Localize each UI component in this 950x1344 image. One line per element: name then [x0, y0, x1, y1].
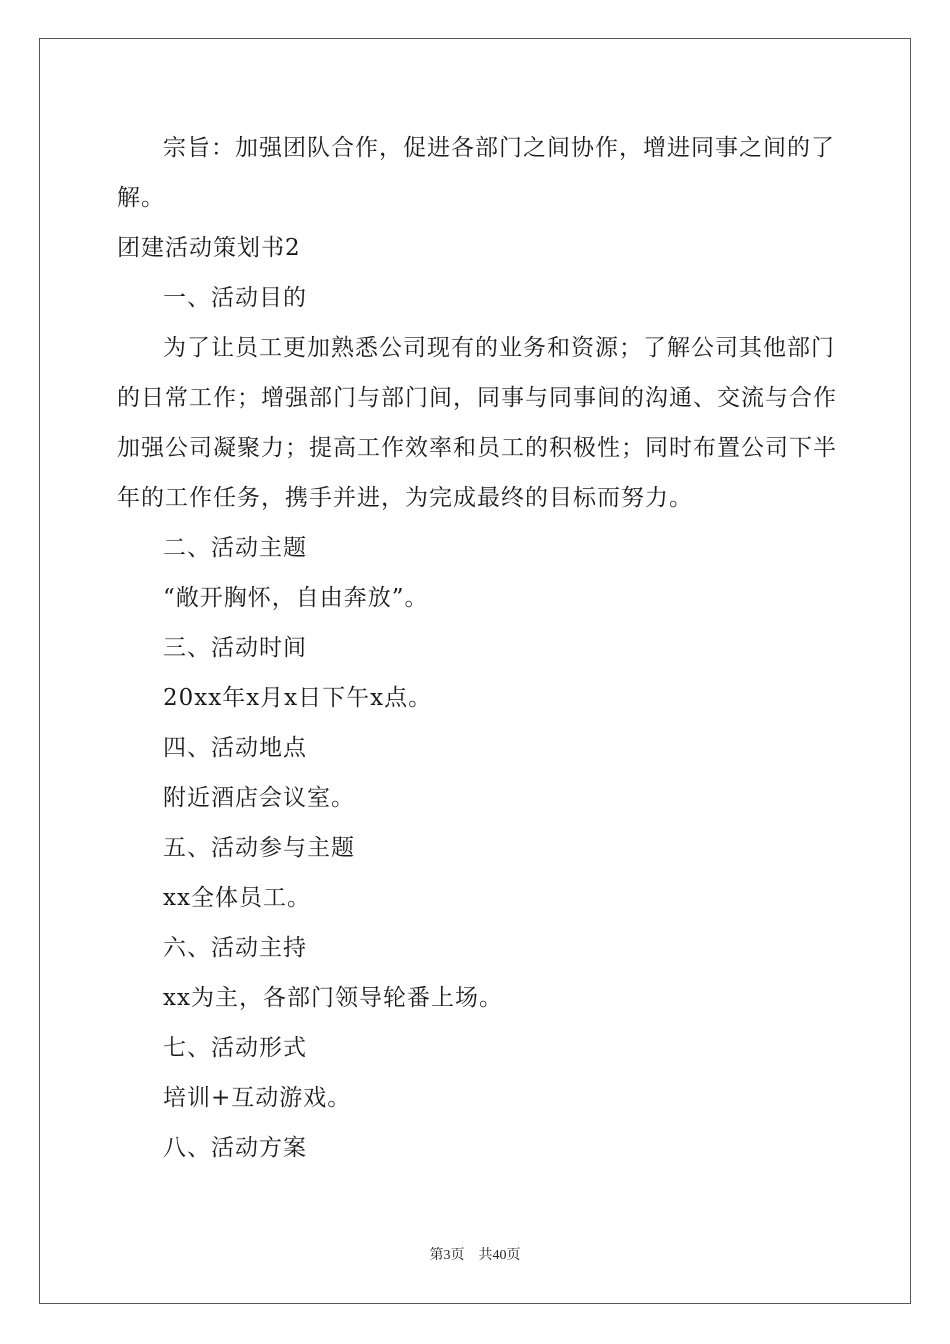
page-number: 第3页: [429, 1248, 465, 1263]
paragraph-line-2: 的日常工作；增强部门与部门间，同事与同事间的沟通、交流与合作: [117, 385, 837, 411]
heading-5: 五、活动参与主题: [163, 835, 355, 861]
purpose-line-1: 宗旨：加强团队合作，促进各部门之间协作，增进同事之间的了: [163, 135, 835, 161]
paragraph-line-1: 为了让员工更加熟悉公司现有的业务和资源；了解公司其他部门: [163, 335, 835, 361]
paragraph-line-3: 加强公司凝聚力；提高工作效率和员工的积极性；同时布置公司下半: [117, 435, 837, 461]
heading-7: 七、活动形式: [163, 1035, 307, 1061]
heading-8: 八、活动方案: [163, 1135, 307, 1161]
heading-1: 一、活动目的: [163, 285, 307, 311]
page-border: [39, 38, 911, 1304]
heading-4: 四、活动地点: [163, 735, 307, 761]
heading-2: 二、活动主题: [163, 535, 307, 561]
location-text: 附近酒店会议室。: [163, 785, 355, 811]
page-footer: [0, 1246, 950, 1266]
participants-text: xx全体员工。: [163, 885, 311, 911]
paragraph-line-4: 年的工作任务，携手并进，为完成最终的目标而努力。: [117, 485, 693, 511]
section-title: 团建活动策划书2: [117, 235, 301, 261]
theme-text: “敞开胸怀，自由奔放”。: [163, 585, 429, 611]
host-text: xx为主，各部门领导轮番上场。: [163, 985, 503, 1011]
heading-3: 三、活动时间: [163, 635, 307, 661]
time-text: 20xx年x月x日下午x点。: [163, 685, 433, 711]
page-total: 共40页: [478, 1248, 521, 1263]
purpose-line-2: 解。: [117, 185, 165, 211]
heading-6: 六、活动主持: [163, 935, 307, 961]
format-text: 培训+互动游戏。: [163, 1085, 352, 1111]
